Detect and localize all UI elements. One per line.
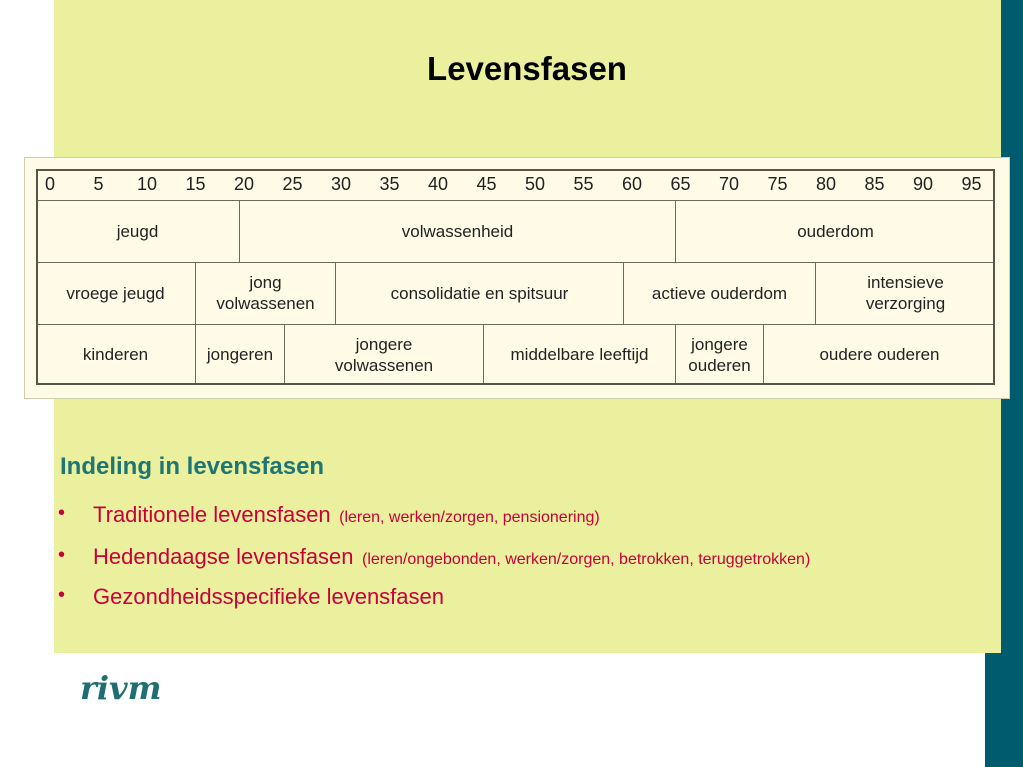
age-tick-label: 15 bbox=[185, 174, 206, 194]
age-tick-label: 0 bbox=[44, 174, 56, 194]
age-tick-label: 80 bbox=[815, 174, 837, 194]
bullet-icon: • bbox=[58, 584, 66, 606]
cell-oudere-ouderen: oudere ouderen bbox=[819, 345, 940, 364]
rivm-logo-text: rivm bbox=[80, 669, 162, 707]
bullet-detail-text: (leren, werken/zorgen, pensionering) bbox=[339, 509, 600, 526]
age-tick-label: 10 bbox=[136, 174, 158, 194]
cell-vroege-jeugd: vroege jeugd bbox=[36, 262, 196, 324]
age-tick-label: 90 bbox=[912, 174, 934, 194]
age-tick-label: 60 bbox=[621, 174, 643, 194]
cell-ouderdom: ouderdom bbox=[797, 221, 874, 241]
age-tick-label: 85 bbox=[864, 174, 885, 194]
bullet-item bbox=[58, 502, 810, 544]
age-tick-label: 55 bbox=[573, 174, 594, 194]
bullet-icon: • bbox=[58, 502, 66, 524]
age-tick-label: 30 bbox=[330, 174, 352, 194]
cell-jong-volwassenen: jong volwassenen bbox=[196, 262, 336, 324]
bullet-main-text: Traditionele levensfasen bbox=[93, 502, 331, 527]
bullet-list bbox=[58, 502, 810, 616]
table-border bbox=[36, 169, 995, 385]
cell-consolidatie: consolidatie en spitsuur bbox=[336, 262, 624, 324]
age-tick-label: 45 bbox=[476, 174, 497, 194]
bullet-item bbox=[58, 584, 810, 616]
age-tick-label: 20 bbox=[233, 174, 255, 194]
bullet-icon: • bbox=[58, 544, 66, 566]
cell-jongeren: jongeren bbox=[196, 324, 285, 385]
age-tick-label: 65 bbox=[670, 174, 691, 194]
age-tick-label: 40 bbox=[427, 174, 449, 194]
section-subtitle: Indeling in levensfasen bbox=[60, 453, 325, 480]
cell-jongere-volwassenen: jongere volwassenen bbox=[285, 324, 484, 385]
age-tick-label: 75 bbox=[767, 174, 788, 194]
age-tick-label: 95 bbox=[961, 174, 982, 194]
cell-jeugd: jeugd bbox=[36, 200, 240, 262]
age-tick-label: 35 bbox=[379, 174, 400, 194]
age-tick-label: 50 bbox=[524, 174, 546, 194]
age-tick-label: 70 bbox=[718, 174, 740, 194]
cell-middelbare-leeftijd: middelbare leeftijd bbox=[484, 324, 676, 385]
age-tick-label: 5 bbox=[93, 174, 104, 194]
bullet-detail-text: (leren/ongebonden, werken/zorgen, betrokken, teruggetrokken) bbox=[361, 551, 811, 568]
cell-kinderen: kinderen bbox=[36, 324, 196, 385]
age-tick-label: 25 bbox=[282, 174, 303, 194]
bullet-item bbox=[58, 544, 810, 584]
bullet-main-text: Gezondheidsspecifieke levensfasen bbox=[93, 584, 445, 609]
page-title: Levensfasen bbox=[427, 50, 627, 87]
cell-volwassenheid: volwassenheid bbox=[240, 200, 676, 262]
bullet-main-text: Hedendaagse levensfasen bbox=[93, 544, 354, 569]
cell-actieve-ouderdom: actieve ouderdom bbox=[624, 262, 816, 324]
cell-intensieve-verzorging: intensieve verzorging bbox=[865, 273, 946, 313]
rivm-logo-icon bbox=[78, 669, 198, 709]
cell-jongere-ouderen: jongere ouderen bbox=[676, 324, 764, 385]
